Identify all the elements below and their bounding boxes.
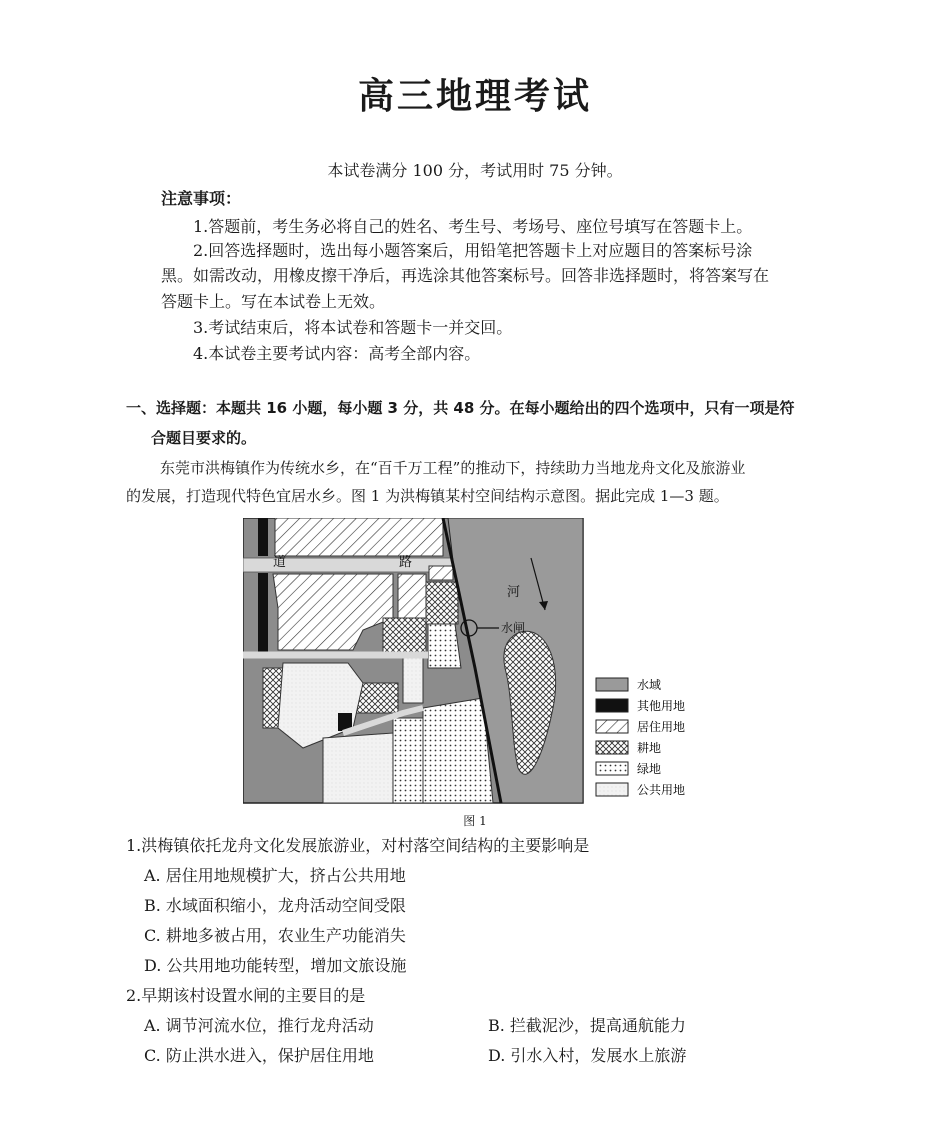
notice-heading: 注意事项： — [161, 189, 242, 208]
q2-option-d: D. 引水入村，发展水上旅游 — [488, 1046, 687, 1065]
legend-farmland: 耕地 — [637, 741, 662, 755]
legend-water: 水域 — [637, 678, 662, 692]
road-label: 路 — [399, 555, 413, 570]
figure-caption: 图 1 — [463, 814, 487, 828]
map-legend — [596, 677, 685, 797]
legend-public: 公共用地 — [637, 783, 686, 797]
question-2-stem: 2.早期该村设置水闸的主要目的是 — [126, 986, 366, 1005]
q1-option-a: A. 居住用地规模扩大，挤占公共用地 — [144, 866, 406, 885]
q1-option-c: C. 耕地多被占用，农业生产功能消失 — [144, 926, 406, 945]
q2-option-a: A. 调节河流水位，推行龙舟活动 — [144, 1016, 374, 1035]
section-heading: 一、选择题：本题共 16 小题，每小题 3 分，共 48 分。在每小题给出的四个选项中，只有一项是符 — [126, 399, 795, 417]
notice-line: 答题卡上。写在本试卷上无效。 — [161, 292, 386, 311]
question-1-stem: 1.洪梅镇依托龙舟文化发展旅游业，对村落空间结构的主要影响是 — [126, 836, 590, 855]
legend-green: 绿地 — [637, 762, 662, 776]
road-label: 道 — [273, 555, 287, 570]
notice-line: 4.本试卷主要考试内容：高考全部内容。 — [193, 344, 481, 363]
legend-other: 其他用地 — [637, 699, 686, 713]
q1-option-d: D. 公共用地功能转型，增加文旅设施 — [144, 956, 407, 975]
notice-line: 2.回答选择题时，选出每小题答案后，用铅笔把答题卡上对应题目的答案标号涂 — [193, 241, 753, 260]
page-title: 高三地理考试 — [357, 76, 592, 117]
exam-info: 本试卷满分 100 分，考试用时 75 分钟。 — [327, 161, 623, 180]
passage-line: 的发展，打造现代特色宜居水乡。图 1 为洪梅镇某村空间结构示意图。据此完成 1—3 题。 — [126, 487, 729, 505]
q2-option-b: B. 拦截泥沙，提高通航能力 — [488, 1016, 686, 1035]
section-heading-cont: 合题目要求的。 — [151, 429, 257, 447]
passage-line: 东莞市洪梅镇作为传统水乡，在“百千万工程”的推动下，持续助力当地龙舟文化及旅游业 — [160, 459, 746, 477]
river-label: 河 — [507, 585, 521, 600]
q1-option-b: B. 水域面积缩小，龙舟活动空间受限 — [144, 896, 406, 915]
notice-line: 1.答题前，考生务必将自己的姓名、考生号、考场号、座位号填写在答题卡上。 — [193, 217, 753, 236]
legend-residential: 居住用地 — [637, 720, 686, 734]
notice-line: 3.考试结束后，将本试卷和答题卡一并交回。 — [193, 318, 513, 337]
notice-line: 黑。如需改动，用橡皮擦干净后，再选涂其他答案标号。回答非选择题时，将答案写在 — [161, 266, 770, 285]
q2-option-c: C. 防止洪水进入，保护居住用地 — [144, 1046, 374, 1065]
village-spatial-map — [243, 518, 708, 805]
sluice-label: 水闸 — [501, 621, 526, 635]
